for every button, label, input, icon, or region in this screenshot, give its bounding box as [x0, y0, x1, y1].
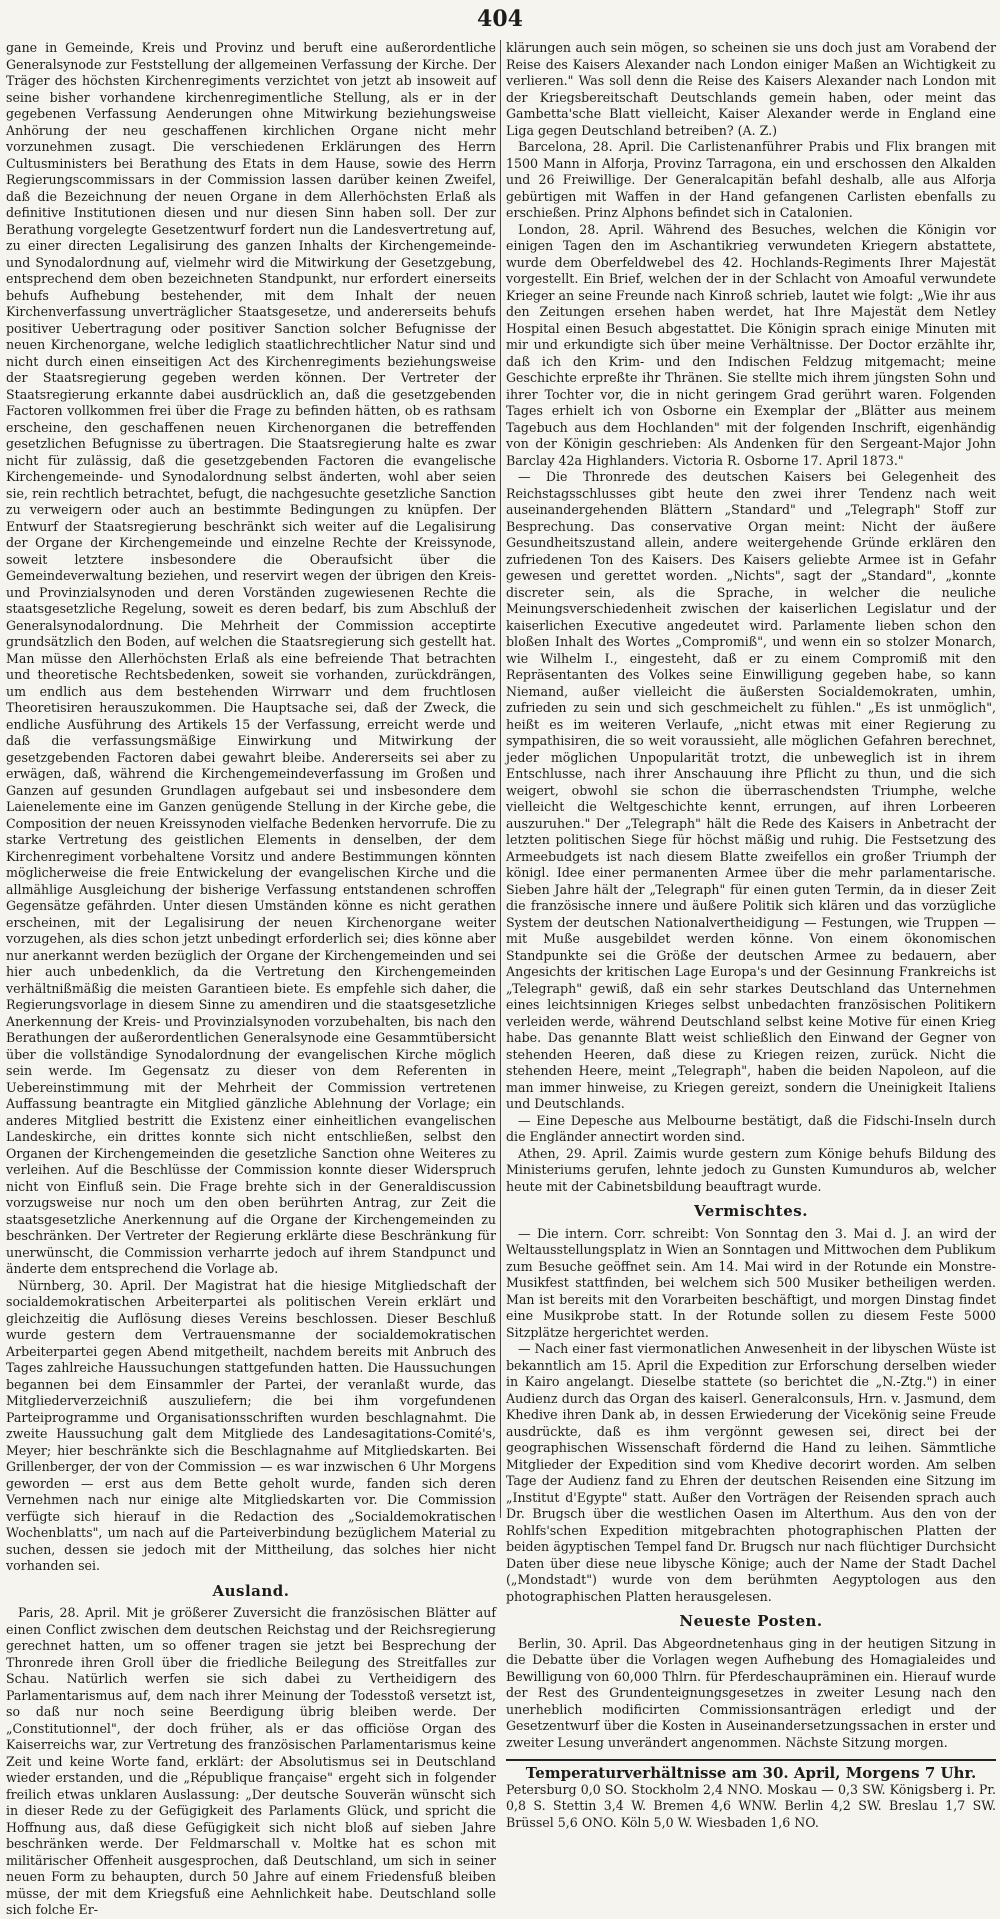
column-divider: [500, 40, 501, 1518]
section-header-neueste-posten: Neueste Posten.: [679, 1612, 823, 1630]
article-paris-continued: klärungen auch sein mögen, so scheinen sie uns doch just am Vorabend der Reise des Kaisers Alexander nach London einiger Maßen an Wichtigkeit zu verlieren." Was soll denn die Reise des Kaisers Alexander nach London mit der Kriegsbereitschaft Deutschlands gemein haben, oder meint das Gambetta'sche Blatt vielleicht, Kaiser Alexander werde in England eine Liga gegen Deutschland betreiben? (A. Z.): [506, 40, 996, 138]
article-paris: Paris, 28. April. Mit je größerer Zuversicht die französischen Blätter auf einen Conflict zwischen dem deutschen Reichstag und der Reichsregierung gerechnet hatten, um so offener tragen sie jetzt bei Besprechung der Thronrede ihren Groll über die friedliche Beilegung des Streitfalles zur Schau. Natürlich werfen sie sich dabei zu Vertheidigern des Parlamentarismus auf, dem nach ihrer Meinung der Todesstoß versetzt ist, so daß nur noch seine Beerdigung übrig bleiben werde. Der „Constitutionnel", der doch früher, als er das officiöse Organ des Kaiserreichs war, zur Vertretung des französischen Parlamentarismus keine Zeit und keine Worte fand, erklärt: der Absolutismus sei in Deutschland wieder erstanden, und die „République française" ergeht sich in folgender freilich etwas unklaren Auslassung: „Der deutsche Souverän wünscht sich in dieser Rede zu der Gefügigkeit des Parlaments Glück, und spricht die Hoffnung aus, daß diese Gefügigkeit sich nicht bloß auf sieben Jahre beschränken werde. Der Feldmarschall v. Moltke hat es schon mit militärischer Offenheit ausgesprochen, daß Deutschland, um sich in seiner neuen Form zu behaupten, durch 50 Jahre auf einem Friedensfuß bleiben müsse, der mit dem Kriegsfuß eine Aehnlichkeit habe. Deutschland solle sich folche Er-: [6, 1605, 496, 1917]
article-berlin: Berlin, 30. April. Das Abgeordnetenhaus ging in der heutigen Sitzung in die Debatte über die Vorlagen wegen Aufhebung des Homagialeides und Bewilligung von 60,000 Thlrn. für Pferdeschaupräminen ein. Hierauf wurde der Rest des Grundenteignungsgesetzes in zweiter Lesung nach den unerheblich modificirten Commissionsanträgen erledigt und der Gesetzentwurf über die Kosten in Auseinandersetzungssachen in erster und zweiter Lesung unverändert angenommen. Nächste Sitzung morgen.: [506, 1635, 996, 1750]
temperature-readings: Petersburg 0,0 SO. Stockholm 2,4 NNO. Moskau — 0,3 SW. Königsberg i. Pr. 0,8 S. Stettin 3,4 W. Bremen 4,6 WNW. Berlin 4,2 SW. Breslau 1,7 SW. Brüssel 5,6 ONO. Köln 5,0 W. Wiesbaden 1,6 NO.: [506, 1781, 996, 1830]
article-barcelona: Barcelona, 28. April. Die Carlistenanführer Prabis und Flix brangen mit 1500 Mann in Alforja, Provinz Tarragona, ein und erschossen den Alkalden und 26 Freiwillige. Der Generalcapitän befahl deshalb, alle aus Alforja gebürtigen mit Waffen in der Hand gefangenen Carlisten ebenfalls zu erschießen. Prinz Alphons befindet sich in Catalonien.: [506, 139, 996, 220]
article-london: London, 28. April. Während des Besuches, welchen die Königin vor einigen Tagen den im Aschantikrieg verwundeten Kriegern abstattete, wurde dem Oberfeldwebel des 42. Hochlands-Regiments Ihrer Majestät vorgestellt. Ein Brief, welchen der in der Schlacht von Amoaful verwundete Krieger an seine Freunde nach Kinroß schrieb, lautet wie folgt: „Wie ihr aus den Zeitungen ersehen haben werdet, hat Ihre Majestät dem Netley Hospital einen Besuch abgestattet. Die Königin sprach einige Minuten mit mir und erkundigte sich über meine Verhältnisse. Der Doctor erzählte ihr, daß ich den Krim- und den Indischen Feldzug mitgemacht; meine Geschichte erpreßte ihr Thränen. Sie stellte mich ihrem jüngsten Sohn und ihrer Tochter vor, die in nicht geringem Grad gerührt waren. Folgenden Tages erhielt ich von Osborne ein Exemplar der „Blätter aus meinem Tagebuch aus dem Hochlanden" mit der folgenden Inschrift, eigenhändig von der Königin geschrieben: Als Andenken für den Sergeant-Major John Barclay 42a Highlanders. Victoria R. Osborne 17. April 1873.": [506, 221, 996, 468]
section-header-ausland: Ausland.: [212, 1581, 290, 1600]
article-nuernberg: Nürnberg, 30. April. Der Magistrat hat die hiesige Mitgliedschaft der socialdemokratischen Arbeiterpartei als politischen Verein erklärt und gleichzeitig die Auflösung dieses Vereins beschlossen. Dieser Beschluß wurde gestern dem Vertrauensmanne der socialdemokratischen Arbeiterpartei gegen Abend mitgetheilt, nachdem bereits mit Anbruch des Tages zahlreiche Haussuchungen stattgefunden hatten. Die Haussuchungen begannen bei dem Einsammler der Partei, der veranlaßt wurde, das Mitgliederverzeichniß auszuliefern; die bei ihm vorgefundenen Parteiprogramme und Organisationsschriften wurden beschlagnahmt. Die zweite Haussuchung galt dem Mitgliede des Landesagitations-Comité's, Meyer; hier beschränkte sich die Beschlagnahme auf Mitgliedskarten. Bei Grillenberger, der von der Commission — es war inzwischen 6 Uhr Morgens geworden — erst aus dem Bette geholt wurde, fanden sich deren Vernehmen nach nur einige alte Mitgliedskarten vor. Die Commission verfügte sich hierauf in die Redaction des „Socialdemokratischen Wochenblatts", um nach auf die Parteiverbindung bezüglichem Material zu suchen, dessen sie jedoch mit der Mittheilung, das solches hier nicht vorhanden sei.: [6, 1277, 496, 1573]
article-church-constitution: gane in Gemeinde, Kreis und Provinz und beruft eine außerordentliche Generalsynode zur Feststellung der allgemeinen Verfassung der Kirche. Der Träger des höchsten Kirchenregiments verzichtet von jetzt ab insoweit auf seine bisher vorhandene kirchenregimentliche Stellung, als er in der gegebenen Verfassung Aenderungen ohne Mitwirkung beziehungsweise Anhörung der neu geschaffenen kirchlichen Organe nicht mehr vorzunehmen zusagt. Die verschiedenen Erklärungen des Herrn Cultusministers bei Berathung des Etats in dem Hause, sowie des Herrn Regierungscommissars in der Commission lassen darüber keinen Zweifel, daß die Bezeichnung der neuen Organe in dem Allerhöchsten Erlaß als definitive Institutionen diesen und nur diesen Sinn haben soll. Der zur Berathung vorgelegte Gesetzentwurf fordert nun die Landesvertretung auf, zu einer directen Legalisirung des ganzen Inhalts der Kirchengemeinde- und Synodalordnung auf, vielmehr wird die Mitwirkung der Gesetzgebung, entsprechend dem oben bezeichneten Standpunkt, nur erfordert einerseits behufs Aufhebung bestehender, mit dem Inhalt der neuen Kirchenverfassung unverträglicher Staatsgesetze, und andererseits behufs positiver Uebertragung oder positiver Sanction solcher Befugnisse der neuen Kirchenorgane, welche lediglich staatlichrechtlicher Natur sind und nicht durch einen einseitigen Act des Kirchenregiments beziehungsweise der Staatsregierung gegeben werden können. Der Vertreter der Staatsregierung erkannte dabei ausdrücklich an, daß die gesetzgebenden Factoren vollkommen frei über die Frage zu befinden hätten, ob es rathsam erscheine, den geschaffenen neuen Kirchenorganen die betreffenden gesetzlichen Befugnisse zu übertragen. Die Staatsregierung halte es zwar nicht für zulässig, daß die gesetzgebenden Factoren die evangelische Kirchengemeinde- und Synodalordnung selbst änderten, wohl aber seien sie, rein rechtlich betrachtet, befugt, die nachgesuchte gesetzliche Sanction zu verweigern oder auch an bestimmte Bedingungen zu knüpfen. Der Entwurf der Staatsregierung beschränkt sich weiter auf die Legalisirung der Organe der Kirchengemeinde und einzelne Rechte der Kreissynode, soweit letztere insbesondere die Oberaufsicht über die Gemeindeverwaltung beziehen, und reservirt wegen der übrigen den Kreis- und Provinzialsynoden und deren Vorständen zugewiesenen Rechte die staatsgesetzliche Regelung, soweit es deren bedarf, bis zum Abschluß der Generalsynodalordnung. Die Mehrheit der Commission acceptirte grundsätzlich den Boden, auf welchen die Staatsregierung sich gestellt hat. Man müsse den Allerhöchsten Erlaß als eine befreiende That betrachten und theoretische Rechtsbedenken, soweit sie vorhanden, zurückdrängen, um endlich aus dem bestehenden Wirrwarr und dem fruchtlosen Theoretisiren herauszukommen. Die Hauptsache sei, daß der Zweck, die endliche Ausführung des Artikels 15 der Verfassung, erreicht werde und daß die verfassungsmäßige Einwirkung und Mitwirkung der gesetzgebenden Factoren dabei gewahrt bleibe. Andererseits sei aber zu erwägen, daß, während die Kirchengemeindeverfassung im Großen und Ganzen auf gesunden Grundlagen aufgebaut sei und insbesondere dem Laienelemente eine im Ganzen genügende Stellung in der Kirche gebe, die Composition der neuen Kreissynoden vielfache Bedenken hervorrufe. Die zu starke Vertretung des geistlichen Elements in denselben, der dem Kirchenregiment vorbehaltene Vorsitz und andere Bestimmungen könnten möglicherweise die freie Entwickelung der evangelischen Kirche und die allmählige Ausgleichung der bisherige Verfassung entstandenen schroffen Gegensätze gefährden. Unter diesen Umständen könne es nicht gerathen erscheinen, mit der Legalisirung der neuen Kirchenorgane weiter vorzugehen, als dies schon jetzt unbedingt erforderlich sei; dies könne aber nur anerkannt werden bezüglich der Organe der Kirchengemeinden und sei hier auch unbedenklich, da die Vertretung den Kirchengemeinden verhältnißmäßig die meisten Garantieen biete. Es empfehle sich daher, die Regierungsvorlage in diesem Sinne zu amendiren und die staatsgesetzliche Anerkennung der Kreis- und Provinzialsynoden vorzubehalten, bis nach den Berathungen der außerordentlichen Generalsynode eine Gesammtübersicht über die vollständige Synodalordnung der evangelischen Kirche möglich sein werde. Im Gegensatz zu dieser von dem Referenten in Uebereinstimmung mit der Mehrheit der Commission vertretenen Auffassung beantragte ein Mitglied gänzliche Ablehnung der Vorlage; ein anderes Mitglied bestritt die Existenz einer einheitlichen evangelischen Landeskirche, ein drittes konnte sich nicht entschließen, selbst den Organen der Kirchengemeinden die gesetzliche Sanction ohne Weiteres zu verleihen. Auf die Beschlüsse der Commission konnte dieser Widerspruch nicht von Einfluß sein. Die Frage brehte sich in der Generaldiscussion vorzugsweise nur noch um den oben berührten Antrag, zur Zeit die staatsgesetzliche Anerkennung auf die Organe der Kirchengemeinden zu beschränken. Der Vertreter der Regierung erklärte diese Beschränkung für unerwünscht, die Commission verharrte jedoch auf ihrem Standpunct und änderte dem entsprechend die Vorlage ab.: [6, 40, 496, 1276]
article-melbourne: — Eine Depesche aus Melbourne bestätigt, daß die Fidschi-Inseln durch die Engländer annectirt worden sind.: [506, 1112, 996, 1144]
article-athen: Athen, 29. April. Zaimis wurde gestern zum Könige behufs Bildung des Ministeriums gerufen, lehnte jedoch zu Gunsten Kumunduros ab, welcher heute mit der Cabinetsbildung beauftragt wurde.: [506, 1145, 996, 1194]
article-thronrede: — Die Thronrede des deutschen Kaisers bei Gelegenheit des Reichstagsschlusses gibt heute den zwei ihrer Tendenz nach weit auseinandergehenden Blättern „Standard" und „Telegraph" Stoff zur Besprechung. Das conservative Organ meint: Nicht der äußere Gesundheitszustand allein, andere weitergehende Gründe erklären den zufriedenen Ton des Kaisers. Des Kaisers geliebte Armee ist in Gefahr gewesen und gerettet worden. „Nichts", sagt der „Standard", „konnte discreter sein, als die Sprache, in welcher die neuliche Meinungsverschiedenheit zwischen der kaiserlichen Legislatur und der kaiserlichen Executive angedeutet wird. Parlamente lieben schon den bloßen Inhalt des Wortes „Compromiß", und wenn ein so stolzer Monarch, wie Wilhelm I., eingesteht, daß er zu einem Compromiß mit den Repräsentanten des Volkes seine Einwilligung gegeben habe, so kann Niemand, außer vielleicht die äußersten Socialdemokraten, umhin, zufrieden zu sein und sich geschmeichelt zu fühlen." „Es ist unmöglich", heißt es im weiteren Verlaufe, „nicht etwas mit einer Regierung zu sympathisiren, die so weit voraussieht, alle möglichen Gefahren berechnet, jeder möglichen Unpopularität trotzt, die unbeweglich ist in ihrem Entschlusse, nach ihrer Anschauung ihre Pflicht zu thun, und die sich weigert, obwohl sie schon die überraschendsten Triumphe, welche vielleicht die Weltgeschichte kennt, errungen, auf ihren Lorbeeren auszuruhen." Der „Telegraph" hält die Rede des Kaisers in Anbetracht der letzten politischen Siege für höchst mäßig und ruhig. Die Festsetzung des Armeebudgets ist nach diesem Blatte zweifellos ein großer Triumph der königl. Idee einer permanenten Armee über die mehr parlamentarische. Sieben Jahre hält der „Telegraph" für einen guten Termin, da in dieser Zeit die französische innere und äußere Politik sich klären und das vorzügliche System der deutschen Nationalvertheidigung — Festungen, wie Truppen — mit Muße ausgebildet werden könne. Von einem ökonomischen Standpunkte sei die Größe der deutschen Armee zu bedauern, aber Angesichts der kritischen Lage Europa's und der Gesinnung Frankreichs ist „Telegraph" gewiß, daß ein sehr starkes Deutschland das Unternehmen eines leichtsinnigen Krieges selbst unbedachten französischen Politikern verleiden werde, während Deutschland selbst keine Motive für einen Krieg habe. Das genannte Blatt weist schließlich den Einwand der Gegner von stehenden Heeren, daß diese zu Kriegen reizen, zurück. Nicht die stehenden Heere, meint „Telegraph", haben die beiden Napoleon, auf die man immer hinweise, zu Kriegen gereizt, sondern die Uneinigkeit Italiens und Deutschlands.: [506, 469, 996, 1111]
article-wien-exhibition: — Die intern. Corr. schreibt: Von Sonntag den 3. Mai d. J. an wird der Weltausstellungsplatz in Wien an Sonntagen und Mittwochen dem Publikum zum Besuche geöffnet sein. Am 14. Mai wird in der Rotunde ein Monstre-Musikfest stattfinden, bei welchem sich 500 Musiker betheiligen werden. Man ist bereits mit den Vorarbeiten beschäftigt, und morgen Dinstag findet eine Musikprobe statt. In der Rotunde sollen zu diesem Feste 5000 Sitzplätze hergerichtet werden.: [506, 1225, 996, 1340]
page-number: 404: [477, 6, 523, 32]
left-column: [6, 40, 496, 1917]
article-libyan-expedition: — Nach einer fast viermonatlichen Anwesenheit in der libyschen Wüste ist bekanntlich am 15. April die Expedition zur Erforschung derselben wieder in Kairo angelangt. Dieselbe stattete (so berichtet die „N.-Ztg.") in einer Audienz durch das Organ des kaiserl. Generalconsuls, Hrn. v. Jasmund, dem Khedive ihren Dank ab, in dessen Erwiederung der Vicekönig seine Freude ausdrückte, daß es ihm vergönnt gewesen sei, direct bei der geographischen Wissenschaft fördernd die Hand zu leihen. Sämmtliche Mitglieder der Expedition sind vom Khedive decorirt worden. Am selben Tage der Audienz fand zu Ehren der deutschen Reisenden eine Sitzung im „Institut d'Egypte" statt. Außer den Vorträgen der Reisenden sprach auch Dr. Brugsch über die westlichen Oasen im Alterthum. Aus den von der Rohlfs'schen Expedition mitgebrachten photographischen Platten der beiden ägyptischen Tempel fand Dr. Brugsch nur nach flüchtiger Durchsicht Daten über diese neue libysche Könige; auch der Name der Stadt Dachel („Mondstadt") wurde von dem berühmten Aegyptologen aus den photographischen Platten herausgelesen.: [506, 1341, 996, 1604]
right-column: [506, 40, 996, 1830]
section-header-vermischtes: Vermischtes.: [694, 1202, 808, 1220]
temperature-header: Temperaturverhältnisse am 30. April, Morgens 7 Uhr.: [506, 1759, 996, 1782]
